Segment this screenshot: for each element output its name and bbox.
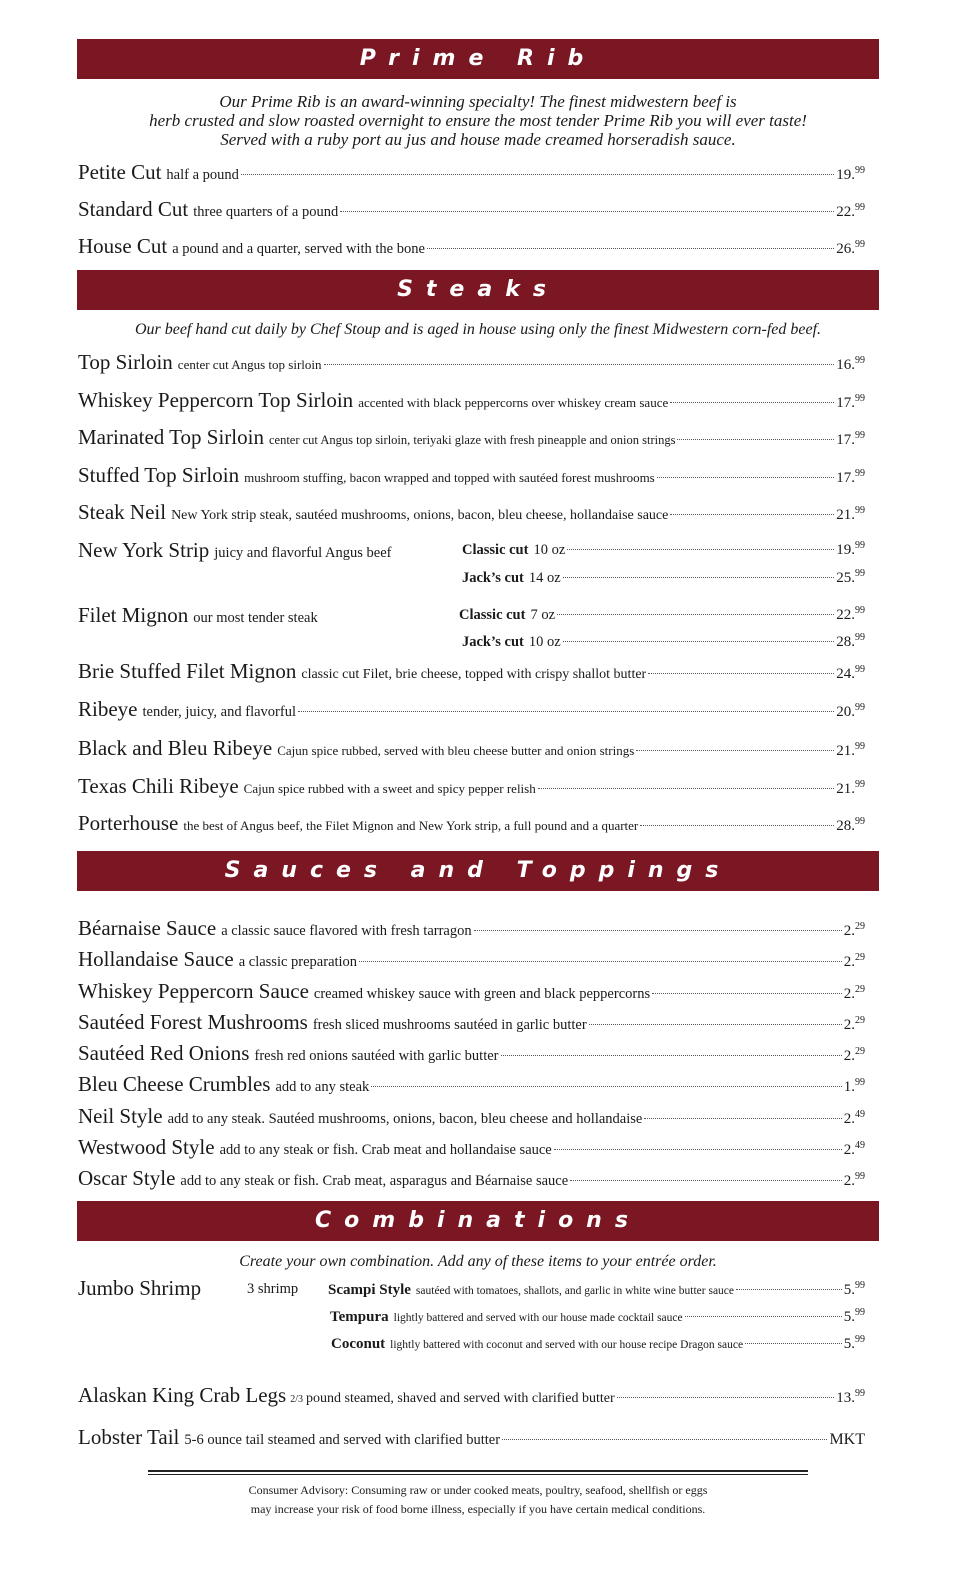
item-name: Neil Style [78, 1104, 163, 1128]
item-desc: add to any steak. Sautéed mushrooms, onions, bacon, bleu cheese and hollandaise [167, 1111, 643, 1127]
item-price: 20.99 [836, 702, 865, 720]
leader-dots [298, 711, 834, 712]
item-price: 21.99 [836, 779, 865, 797]
item-price: 16.99 [836, 355, 865, 373]
item-name: Brie Stuffed Filet Mignon [78, 659, 297, 683]
leader-dots [538, 788, 835, 789]
item-price: 28.99 [836, 632, 865, 650]
item-name: Stuffed Top Sirloin [78, 463, 240, 487]
item-name: Whiskey Peppercorn Sauce [78, 979, 309, 1003]
menu-item [78, 388, 865, 413]
item-name: Texas Chili Ribeye [78, 774, 239, 798]
item-price: 2.29 [843, 984, 865, 1002]
cut-size: 10 oz [528, 634, 561, 650]
intro-line: Our Prime Rib is an award-winning specialty! The finest midwestern beef is [219, 92, 737, 111]
item-desc: Cajun spice rubbed, served with bleu cheese butter and onion strings [277, 743, 635, 758]
item-name: Sautéed Forest Mushrooms [78, 1010, 308, 1034]
item-name: Whiskey Peppercorn Top Sirloin [78, 388, 354, 412]
leader-dots [657, 477, 835, 478]
menu-item [78, 1166, 865, 1191]
item-name: Westwood Style [78, 1135, 215, 1159]
menu-item-king-crab [78, 1383, 865, 1408]
item-name: Sautéed Red Onions [78, 1041, 250, 1065]
item-desc: fresh sliced mushrooms sautéed in garlic butter [312, 1017, 587, 1033]
leader-dots [644, 1118, 841, 1119]
item-desc: add to any steak or fish. Crab meat, asparagus and Béarnaise sauce [180, 1173, 569, 1189]
menu-item [78, 463, 865, 488]
menu-item [78, 979, 865, 1004]
leader-dots [563, 577, 835, 578]
leader-dots [427, 248, 834, 249]
menu-item [78, 1010, 865, 1035]
leader-dots [636, 750, 834, 751]
leader-dots [736, 1289, 842, 1290]
cut-size: 10 oz [533, 542, 566, 558]
cut-option [459, 605, 865, 624]
item-desc: half a pound [166, 167, 239, 183]
menu-item [78, 916, 865, 941]
item-price: 17.99 [836, 393, 865, 411]
item-desc: our most tender steak [193, 610, 318, 626]
cut-label: Classic cut [462, 542, 529, 558]
item-desc: fresh red onions sautéed with garlic butter [254, 1048, 499, 1064]
item-name: Hollandaise Sauce [78, 947, 234, 971]
item-name: House Cut [78, 234, 168, 258]
leader-dots [340, 211, 834, 212]
divider [148, 1474, 808, 1475]
cut-option [462, 632, 865, 651]
consumer-advisory [77, 1481, 879, 1519]
prime-rib-intro [77, 92, 879, 149]
item-name: Top Sirloin [78, 350, 173, 374]
item-price: 5.99 [843, 1307, 865, 1325]
leader-dots [648, 673, 834, 674]
leader-dots [474, 930, 842, 931]
item-price: 21.99 [836, 505, 865, 523]
shrimp-style [331, 1334, 865, 1353]
item-desc: mushroom stuffing, bacon wrapped and topped with sautéed forest mushrooms [244, 470, 655, 485]
leader-dots [371, 1086, 841, 1087]
leader-dots [241, 174, 834, 175]
intro-line: herb crusted and slow roasted overnight to ensure the most tender Prime Rib you will ever taste! [149, 111, 807, 130]
item-name: New York Strip [78, 538, 210, 562]
item-name: Marinated Top Sirloin [78, 425, 264, 449]
item-name: Oscar Style [78, 1166, 176, 1190]
advisory-line: may increase your risk of food borne illness, especially if you have certain medical conditions. [250, 1502, 706, 1516]
menu-item-lobster [78, 1425, 865, 1450]
combinations-intro: Create your own combination. Add any of these items to your entrée order. [239, 1253, 717, 1270]
item-price: 19.99 [836, 165, 865, 183]
advisory-line: Consumer Advisory: Consuming raw or under cooked meats, poultry, seafood, shellfish or eggs [248, 1483, 708, 1497]
menu-item [78, 1135, 865, 1160]
item-desc: a classic sauce flavored with fresh tarragon [221, 923, 472, 939]
menu-item [78, 234, 865, 259]
cut-label: Classic cut [459, 607, 526, 623]
section-header-sauces: Sauces and Toppings [77, 851, 879, 891]
menu-item [78, 1072, 865, 1097]
item-price: 25.99 [836, 568, 865, 586]
item-desc: 5-6 ounce tail steamed and served with clarified butter [184, 1432, 501, 1448]
item-price: 1.99 [843, 1077, 865, 1095]
item-price: 19.99 [836, 540, 865, 558]
leader-dots [677, 439, 834, 440]
leader-dots [640, 825, 834, 826]
item-price: 13.99 [836, 1388, 865, 1406]
crab-fraction: 2/3 [290, 1394, 303, 1405]
menu-item [78, 1104, 865, 1129]
cut-size: 7 oz [530, 607, 556, 623]
item-desc: center cut Angus top sirloin, teriyaki glaze with fresh pineapple and onion strings [268, 433, 676, 447]
menu-item [78, 160, 865, 185]
cut-label: Jack’s cut [462, 634, 524, 650]
cut-size: 14 oz [528, 570, 561, 586]
leader-dots [567, 549, 834, 550]
item-price: 24.99 [836, 664, 865, 682]
leader-dots [502, 1439, 827, 1440]
leader-dots [589, 1024, 842, 1025]
item-price: 2.29 [843, 921, 865, 939]
item-price: 28.99 [836, 816, 865, 834]
item-price: 5.99 [843, 1334, 865, 1352]
menu-item [78, 1041, 865, 1066]
item-price: 17.99 [836, 430, 865, 448]
section-header-prime-rib: Prime Rib [77, 39, 879, 79]
item-name: Steak Neil [78, 500, 167, 524]
menu-item [78, 197, 865, 222]
item-name: Béarnaise Sauce [78, 916, 217, 940]
shrimp-style [330, 1307, 865, 1326]
item-desc: New York strip steak, sautéed mushrooms, onions, bacon, bleu cheese, hollandaise sauce [171, 508, 669, 523]
leader-dots [745, 1343, 842, 1344]
item-desc: center cut Angus top sirloin [177, 357, 322, 372]
item-desc: classic cut Filet, brie cheese, topped with crispy shallot butter [301, 667, 647, 682]
item-name: Standard Cut [78, 197, 189, 221]
menu-item-filet-mignon [78, 603, 318, 628]
item-price: 21.99 [836, 741, 865, 759]
leader-dots [501, 1055, 842, 1056]
menu-item [78, 350, 865, 375]
item-name: Porterhouse [78, 811, 179, 835]
cut-label: Jack’s cut [462, 570, 524, 586]
style-desc: lightly battered and served with our house made cocktail sauce [393, 1312, 683, 1324]
divider [148, 1470, 808, 1472]
item-price: 2.49 [843, 1140, 865, 1158]
leader-dots [324, 364, 835, 365]
item-name: Petite Cut [78, 160, 162, 184]
item-desc: a classic preparation [238, 954, 358, 970]
style-desc: sautéed with tomatoes, shallots, and garlic in white wine butter sauce [415, 1285, 735, 1297]
item-price: MKT [829, 1431, 865, 1448]
menu-item [78, 425, 865, 450]
item-price: 17.99 [836, 468, 865, 486]
item-desc: the best of Angus beef, the Filet Mignon and New York strip, a full pound and a quarter [183, 818, 639, 833]
style-label: Tempura [330, 1309, 389, 1325]
item-name: Alaskan King Crab Legs [78, 1383, 287, 1407]
item-desc: Cajun spice rubbed with a sweet and spicy pepper relish [243, 781, 536, 796]
item-name: Jumbo Shrimp [78, 1276, 202, 1300]
item-name: Bleu Cheese Crumbles [78, 1072, 271, 1096]
item-desc: three quarters of a pound [193, 204, 339, 220]
item-desc: juicy and flavorful Angus beef [214, 545, 392, 561]
item-price: 2.29 [843, 1046, 865, 1064]
item-price: 5.99 [843, 1280, 865, 1298]
leader-dots [554, 1149, 842, 1150]
cut-option [462, 568, 865, 587]
item-desc: creamed whiskey sauce with green and black peppercorns [313, 986, 651, 1002]
section-header-combinations: Combinations [77, 1201, 879, 1241]
menu-item-ny-strip [78, 538, 391, 563]
shrimp-style [328, 1280, 865, 1299]
style-label: Coconut [331, 1336, 386, 1352]
style-label: Scampi Style [328, 1282, 411, 1298]
item-name: Ribeye [78, 697, 138, 721]
item-name: Lobster Tail [78, 1425, 180, 1449]
item-price: 22.99 [836, 605, 865, 623]
leader-dots [557, 614, 834, 615]
menu-item [78, 697, 865, 722]
shrimp-qty: 3 shrimp [247, 1281, 299, 1297]
menu-item [78, 947, 865, 972]
leader-dots [617, 1397, 835, 1398]
item-desc: add to any steak [275, 1079, 370, 1095]
item-desc: a pound and a quarter, served with the bone [172, 241, 425, 257]
menu-item [78, 659, 865, 684]
intro-line: Served with a ruby port au jus and house made creamed horseradish sauce. [220, 130, 736, 149]
menu-item [78, 811, 865, 836]
menu-item [78, 736, 865, 761]
menu-item [78, 500, 865, 525]
leader-dots [652, 993, 842, 994]
item-desc: add to any steak or fish. Crab meat and hollandaise sauce [219, 1142, 552, 1158]
leader-dots [570, 1180, 842, 1181]
item-price: 2.99 [843, 1171, 865, 1189]
item-desc: tender, juicy, and flavorful [142, 704, 296, 720]
leader-dots [670, 514, 834, 515]
item-desc: accented with black peppercorns over whiskey cream sauce [358, 395, 669, 410]
section-header-steaks: Steaks [77, 270, 879, 310]
item-name: Filet Mignon [78, 603, 189, 627]
item-price: 26.99 [836, 239, 865, 257]
item-price: 2.29 [843, 1015, 865, 1033]
cut-option [462, 540, 865, 559]
leader-dots [563, 641, 835, 642]
item-price: 2.49 [843, 1109, 865, 1127]
leader-dots [670, 402, 834, 403]
item-desc: pound steamed, shaved and served with clarified butter [306, 1391, 615, 1406]
menu-item [78, 774, 865, 799]
leader-dots [685, 1316, 842, 1317]
item-price: 22.99 [836, 202, 865, 220]
steaks-intro: Our beef hand cut daily by Chef Stoup and is aged in house using only the finest Midwestern corn-fed beef. [134, 321, 822, 338]
menu-item-jumbo-shrimp [78, 1276, 201, 1301]
item-price: 2.29 [843, 952, 865, 970]
leader-dots [359, 961, 842, 962]
style-desc: lightly battered with coconut and served with our house recipe Dragon sauce [390, 1339, 744, 1351]
item-name: Black and Bleu Ribeye [78, 736, 273, 760]
